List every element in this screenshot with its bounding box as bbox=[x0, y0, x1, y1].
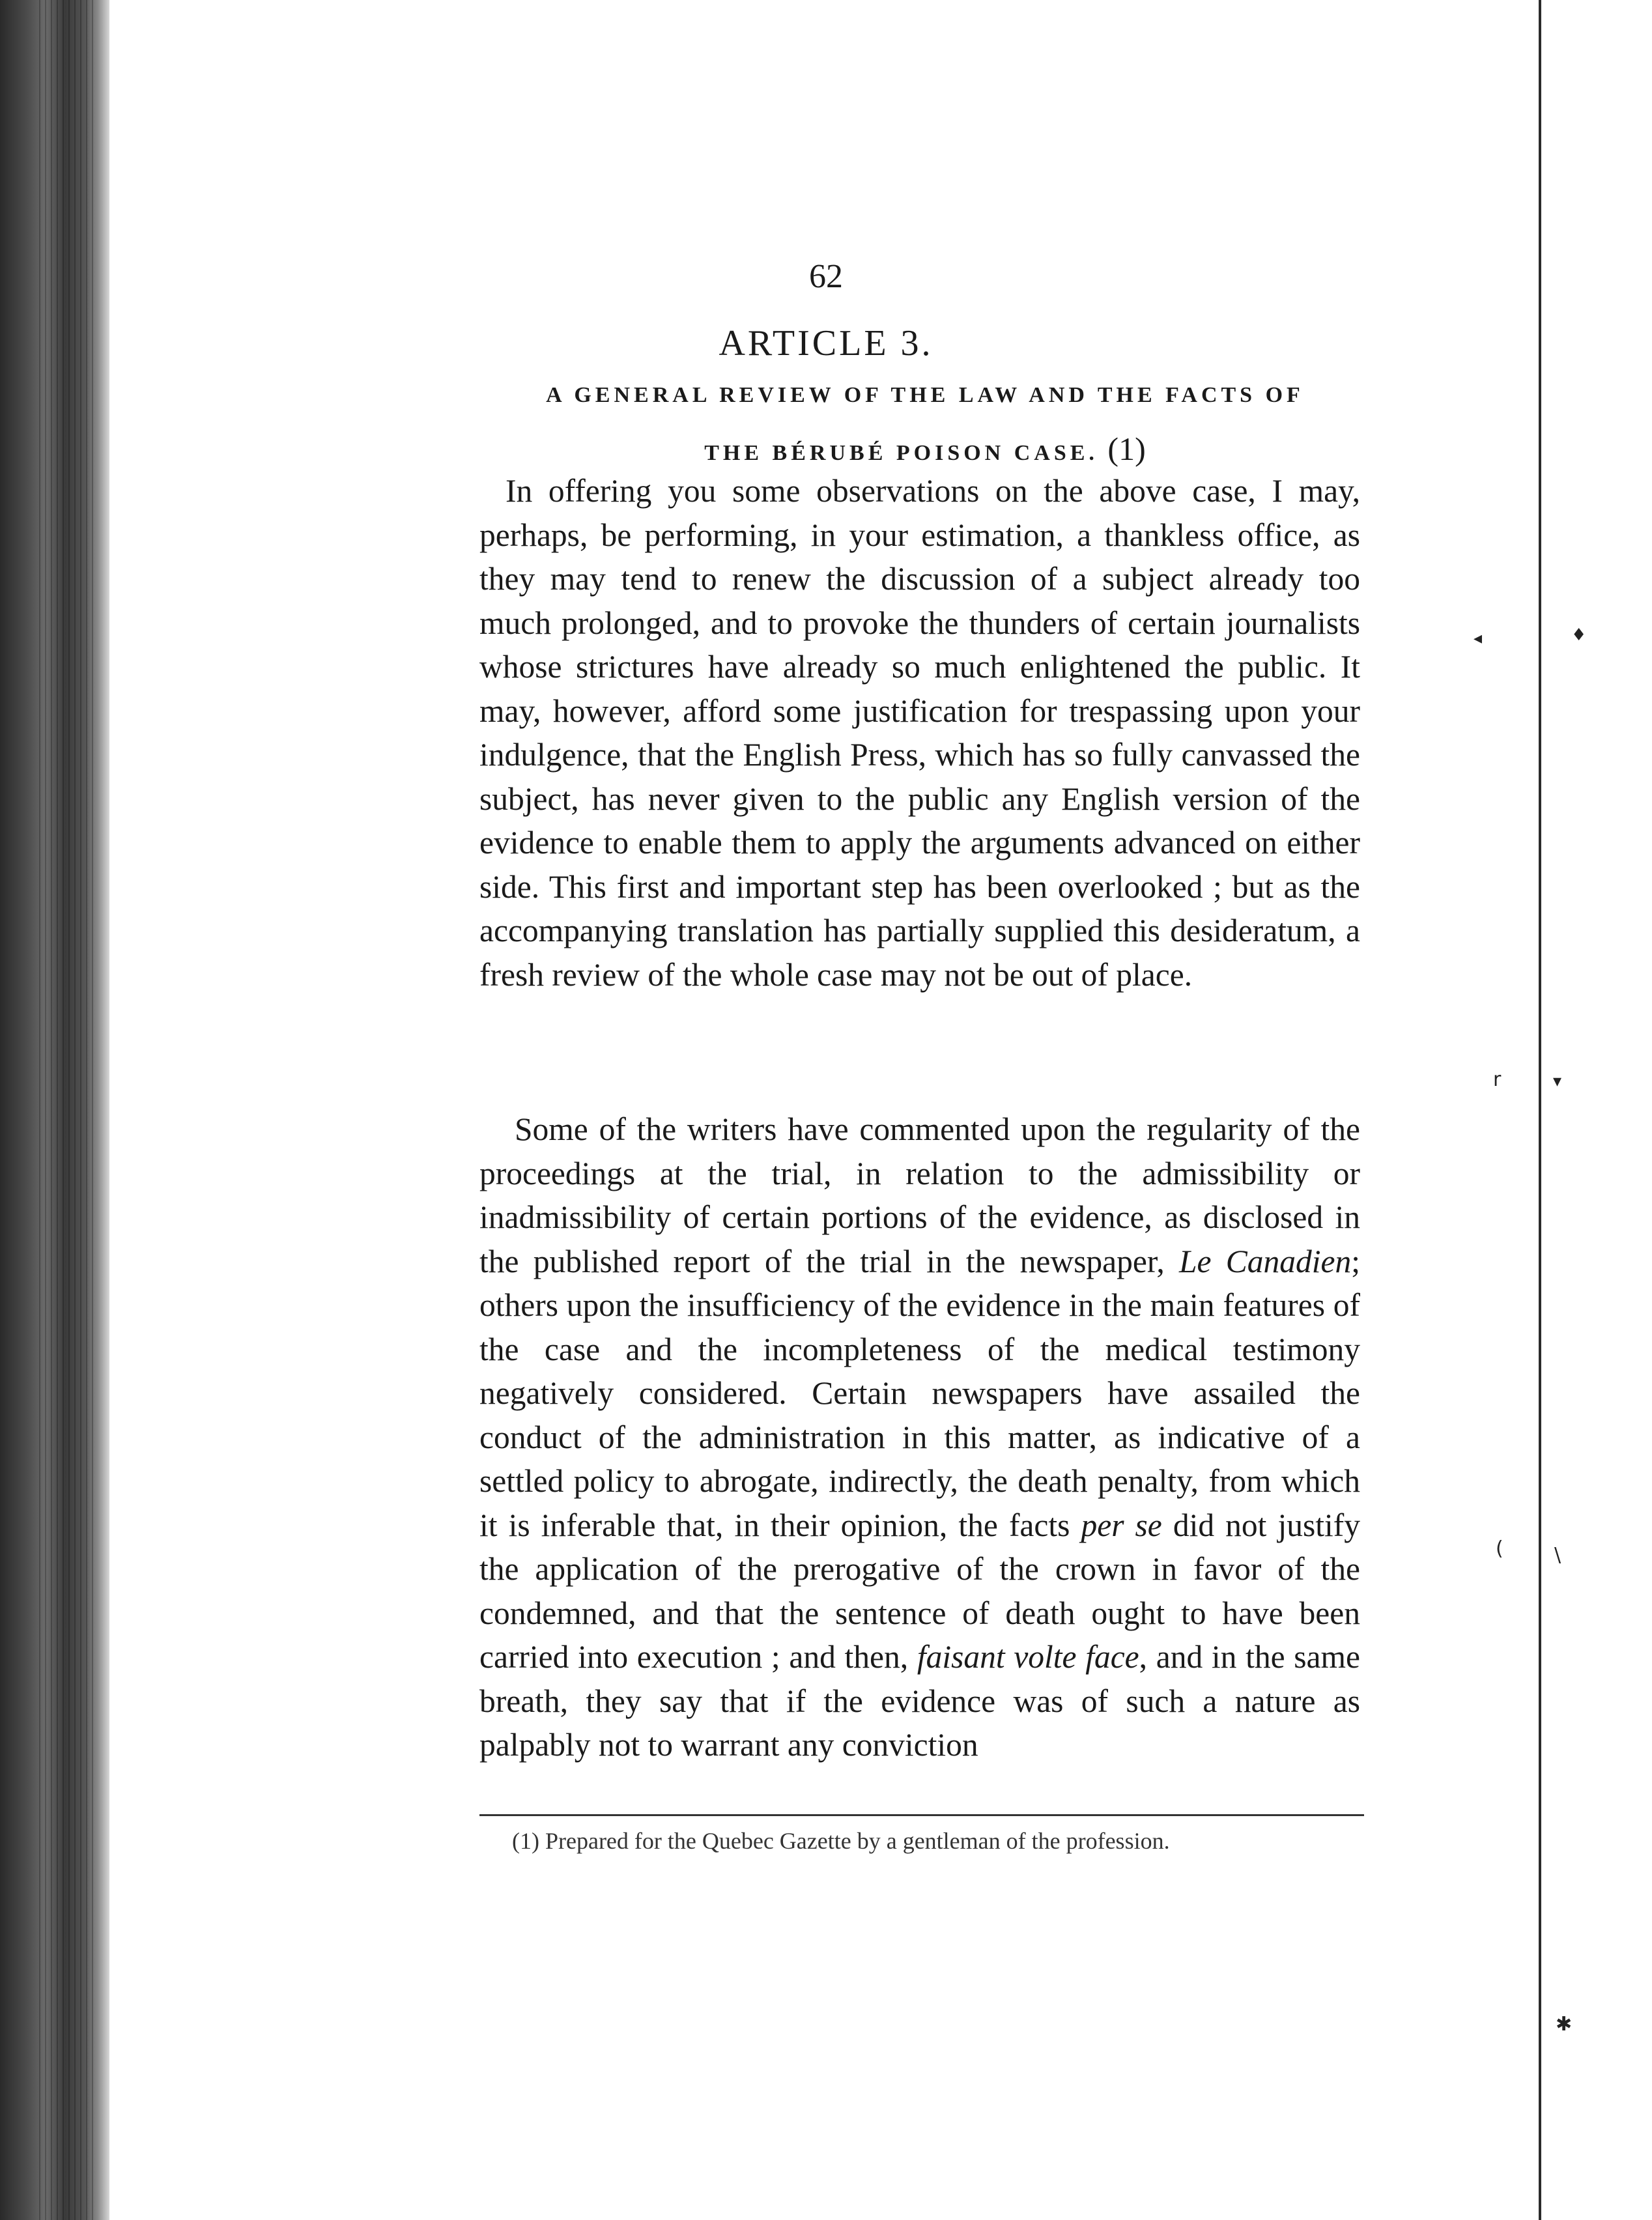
paragraph-2-part-a: Some of the writers have commented upon the regularity of the proceedings at the trial, in relation to the admissibility or inadmissibility of certain portions of the evidence, as disclosed in the published report of the trial in the newspaper, bbox=[479, 1111, 1360, 1279]
italic-le-canadien: Le Canadien bbox=[1178, 1243, 1352, 1279]
article-title: ARTICLE 3. bbox=[719, 323, 933, 363]
paragraph-2-part-c: did not justify the application of the prerogative of the crown in favor of the condemned, and that the sentence of death ought to have been carried into execution ; and then, bbox=[479, 1507, 1361, 1675]
scan-speck: ▾ bbox=[1553, 1072, 1562, 1091]
scan-speck: ♦ bbox=[1571, 625, 1587, 645]
italic-faisant-volte-face: faisant volte face bbox=[917, 1639, 1139, 1675]
scan-speck: r bbox=[1493, 1068, 1502, 1091]
subtitle-line-2 bbox=[469, 430, 1381, 468]
footnote-divider bbox=[479, 1814, 1364, 1816]
subtitle-line-1: A GENERAL REVIEW OF THE LAW AND THE FACTS OF bbox=[546, 383, 1304, 407]
paragraph-2-part-d: , and in the same breath, they say that if the evidence was of such a nature as palpably not to warrant any conviction bbox=[479, 1639, 1360, 1763]
scan-speck: ✱ bbox=[1556, 2013, 1573, 2036]
scan-speck: ( bbox=[1496, 1537, 1503, 1560]
italic-per-se: per se bbox=[1081, 1507, 1162, 1543]
paragraph-2 bbox=[479, 1107, 1360, 1767]
footnote-reference: (1) bbox=[1107, 431, 1146, 467]
page-number: 62 bbox=[809, 258, 843, 295]
scan-speck: \ bbox=[1554, 1544, 1561, 1567]
paragraph-1: In offering you some observations on the above case, I may, perhaps, be performing, in your estimation, a thankless office, as they may tend to renew the discussion of a subject already too much prolonged, and to provoke the thunders of certain journalists whose strictures have already so much enlightened the public. It may, however, afford some justification for trespassing upon your indulgence, that the English Press, which has so fully canvassed the subject, has never given to the public any English version of the evidence to enable them to apply the arguments advanced on either side. This first and important step has been overlooked ; but as the accompanying translation has partially supplied this desideratum, a fresh review of the whole case may not be out of place. bbox=[479, 473, 1360, 993]
scan-speck: ◂ bbox=[1474, 629, 1483, 648]
paragraph-2-part-b: ; others upon the insufficiency of the evidence in the main features of the case and the incompleteness of the medical testimony negatively considered. Certain newspapers have assailed the conduct of the administration in this matter, as indicative of a settled policy to abrogate, indirectly, the death penalty, from which it is inferable that, in their opinion, the facts bbox=[479, 1243, 1360, 1543]
subtitle-line-2-text: THE BÉRUBÉ POISON CASE. bbox=[704, 441, 1098, 465]
footnote: (1) Prepared for the Quebec Gazette by a gentleman of the profession. bbox=[512, 1828, 1170, 1854]
